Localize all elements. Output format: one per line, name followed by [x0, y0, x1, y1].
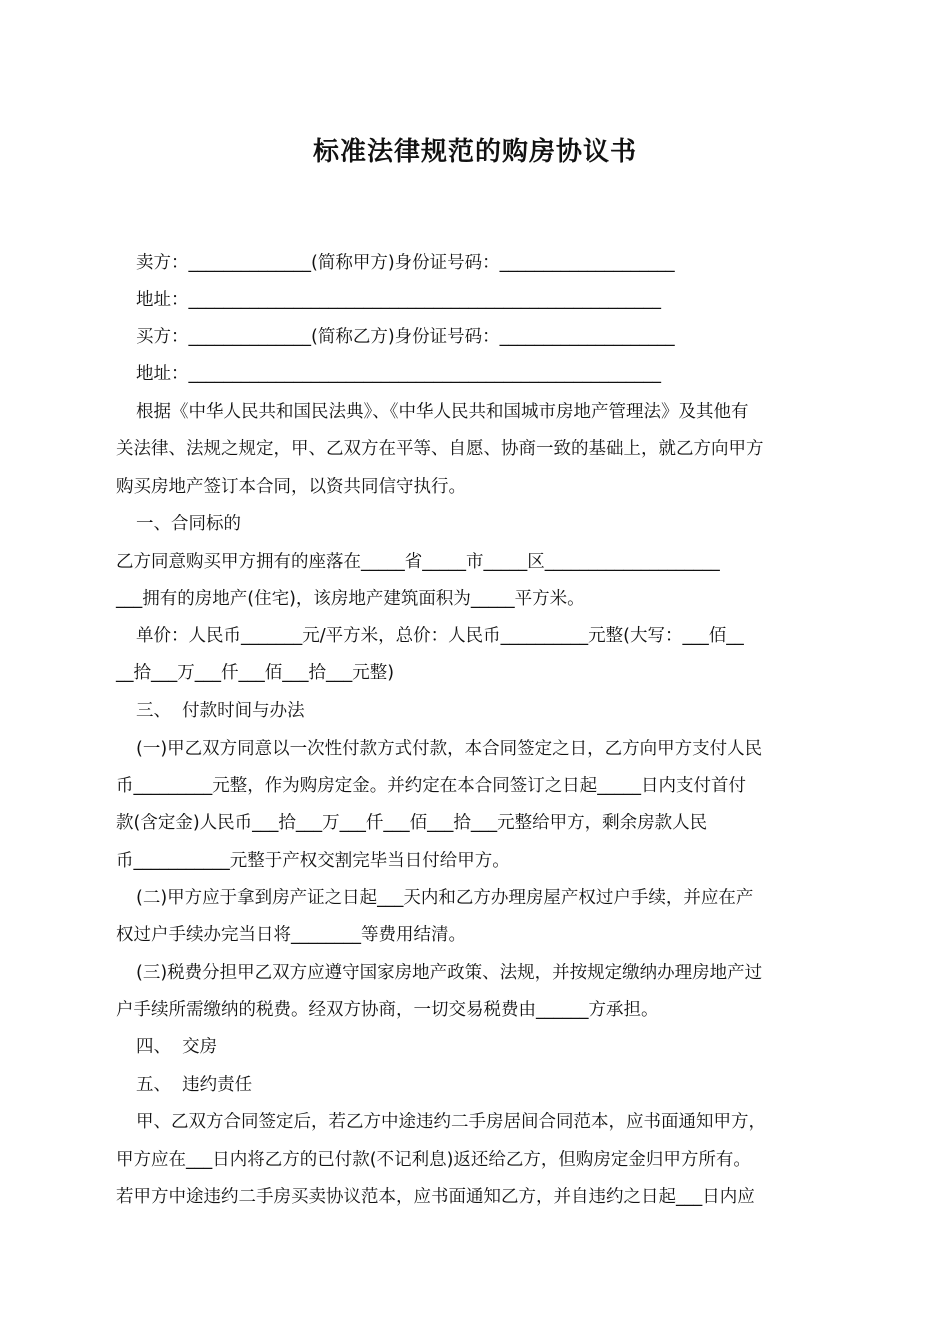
paragraph-line: (二)甲方应于拿到房产证之日起___天内和乙方办理房屋产权过户手续，并应在产	[136, 888, 754, 908]
paragraph-line: __拾___万___仟___佰___拾___元整)	[116, 663, 395, 683]
buyer-address-line: 地址：______________________________________________________	[136, 364, 661, 384]
section-heading: 五、 违约责任	[136, 1075, 253, 1095]
paragraph-line: 单价：人民币_______元/平方米，总价：人民币__________元整(大写：___佰__	[136, 626, 744, 646]
paragraph-line: 户手续所需缴纳的税费。经双方协商，一切交易税费由______方承担。	[116, 1000, 659, 1020]
buyer-line: 买方：______________(简称乙方)身份证号码：____________________	[136, 327, 675, 347]
section-heading: 四、 交房	[136, 1037, 218, 1057]
paragraph-line: 若甲方中途违约二手房买卖协议范本，应书面通知乙方，并自违约之日起___日内应	[116, 1187, 755, 1207]
paragraph-line: 根据《中华人民共和国民法典》、《中华人民共和国城市房地产管理法》及其他有	[136, 402, 749, 422]
paragraph-line: 甲、乙双方合同签定后，若乙方中途违约二手房居间合同范本，应书面通知甲方，	[136, 1112, 766, 1132]
paragraph-line: 币___________元整于产权交割完毕当日付给甲方。	[116, 851, 510, 871]
paragraph-line: 关法律、法规之规定，甲、乙双方在平等、自愿、协商一致的基础上，就乙方向甲方	[116, 439, 764, 459]
paragraph-line: 购买房地产签订本合同，以资共同信守执行。	[116, 477, 466, 497]
paragraph-line: 币_________元整，作为购房定金。并约定在本合同签订之日起_____日内支付首付	[116, 776, 746, 796]
document-title: 标准法律规范的购房协议书	[312, 137, 637, 167]
paragraph-line: ___拥有的房地产(住宅)，该房地产建筑面积为_____平方米。	[116, 589, 585, 609]
paragraph-line: (一)甲乙双方同意以一次性付款方式付款，本合同签定之日，乙方向甲方支付人民	[136, 739, 763, 759]
paragraph-line: 甲方应在___日内将乙方的已付款(不记利息)返还给乙方，但购房定金归甲方所有。	[116, 1150, 751, 1170]
paragraph-line: 款(含定金)人民币___拾___万___仟___佰___拾___元整给甲方，剩余房款人民	[116, 813, 708, 833]
seller-line: 卖方：______________(简称甲方)身份证号码：____________________	[136, 253, 675, 273]
paragraph-line: 权过户手续办完当日将________等费用结清。	[116, 925, 466, 945]
paragraph-line: 乙方同意购买甲方拥有的座落在_____省_____市_____区____________________	[116, 552, 720, 572]
section-heading: 三、 付款时间与办法	[136, 701, 305, 721]
paragraph-line: (三)税费分担甲乙双方应遵守国家房地产政策、法规，并按规定缴纳办理房地产过	[136, 963, 763, 983]
seller-address-line: 地址：______________________________________________________	[136, 290, 661, 310]
section-heading: 一、合同标的	[136, 514, 241, 534]
